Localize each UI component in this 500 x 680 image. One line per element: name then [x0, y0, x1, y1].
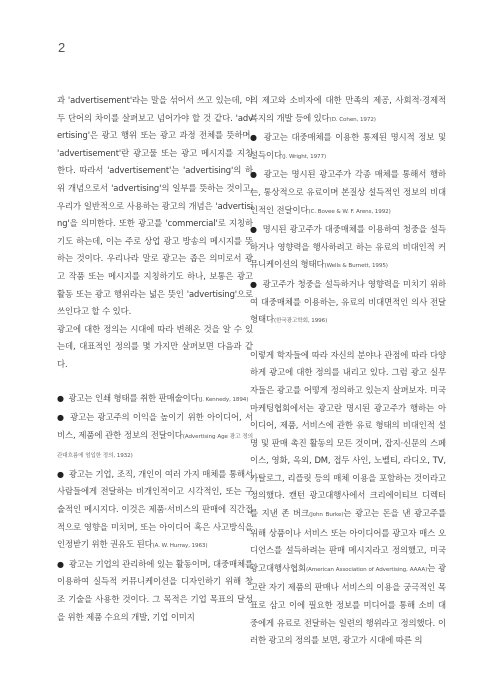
definition-bullet-6: [250, 166, 446, 221]
bullet-dot-icon: ●: [250, 170, 259, 180]
bullet-citation: (한국광고학회, 1996): [273, 318, 328, 325]
bullet-text: 광고는 대중매체를 이용한 통제된 명시적 정보 및 설득이다: [250, 132, 446, 160]
bullet-text: 명시된 광고주가 대중매체를 이용하여 청중을 설득하거나 영향력을 행사하려고 하는 유료의 비대인적 커뮤니케이션의 형태다: [250, 224, 446, 270]
bullet-dot-icon: ●: [57, 469, 65, 479]
intro-paragraph: 과 'advertisement'라는 말을 섞어서 쓰고 있는데, 이 두 단어의 차이를 살펴보고 넘어가야 할 것 같다. 'advertising'은 광고 행위 또는 광고 과정 전체를 뜻하며, 'advertisement'란 광고물 또는 광고 메시지를 지칭한다. 따라서 'advertisement'는 'advertising'의 하위 개념으로서 'advertising'의 일부를 뜻하는 것이고, 우리가 일반적으로 사용하는 광고의 개념은 'advertising'을 의미한다. 또한 광고를 'commercial'로 지칭하기도 하는데, 이는 주로 상업 광고 방송의 메시지를 뜻하는 것이다. 우리나라 말로 광고는 좁은 의미로서 광고 작품 또는 메시지를 지칭하기도 하나, 보통은 광고 활동 또는 광고 행위라는 넓은 뜻인 'advertising'으로 쓰인다고 할 수 있다.: [57, 95, 253, 317]
definition-bullet-4: [57, 556, 253, 626]
closing-text-3: 는 광고란 자기 제품의 판매나 서비스의 이용을 궁극적인 목표로 삼고 이에 필요한 정보를 미디어를 통해 소비 대중에게 유료로 전달하는 일련의 행위라고 정의했다. 이러한 광고의 정의를 보면, 광고가 시대에 따른 의: [250, 562, 447, 646]
bullet-dot-icon: ●: [250, 279, 258, 289]
definition-bullet-2: [57, 409, 253, 466]
bullet-dot-icon: ●: [57, 393, 64, 403]
bullet-text: 광고는 기업, 조직, 개인이 여러 가지 매체를 통해서 사람들에게 전달하는 비개인적이고 시각적인, 또는 구술적인 메시지다. 이것은 제품·서비스의 판매에 직간접적으로 영향을 미치며, 또는 아이디어 혹은 사고방식을 인정받기 위한 권유도 된다: [57, 468, 253, 550]
bullet-text: 광고는 기업의 관리하에 있는 활동이며, 대중매체를 이용하여 실득적 커뮤니케이션을 디자인하기 위해 창조 기술을 사용한 것이다. 그 목적은 기업 목표의 달성을 위한 제품 수요의 개발, 기업 이미지: [57, 558, 253, 622]
bullet-citation: (J. Wright, 1977): [281, 153, 327, 160]
bullet-text: 광고는 광고주의 이익을 높이기 위한 아이디어, 서비스, 제품에 관한 정보의 전달이다: [57, 412, 253, 440]
closing-text-2: 는 광고는 돈을 낸 광고주를 위해 상품이나 서비스 또는 아이디어를 광고자 매스 오디언스를 설득하려는 판매 메시지라고 정의했고, 미국광고대행사협회: [250, 508, 446, 573]
left-column: [57, 92, 253, 626]
definition-bullet-1: [57, 390, 253, 410]
definition-bullet-5: [250, 129, 446, 166]
right-column: [250, 92, 446, 650]
second-paragraph: 광고에 대한 정의는 시대에 따라 변해온 것을 알 수 있는데, 대표적인 정의를 몇 가지만 살펴보면 다음과 같다.: [57, 323, 253, 369]
continuation-citation: (D. Cohen, 1972): [329, 116, 376, 123]
definition-bullet-3: [57, 466, 253, 556]
paragraph-spacer: [250, 331, 446, 347]
bullet-text: 광고는 명시된 광고주가 각종 매체를 통해서 행하는, 통상적으로 유료이며 본질상 설득적인 정보의 비대인적인 전달이다: [250, 169, 446, 215]
continuation-paragraph: [250, 92, 446, 129]
bullet-text: 광고는 인쇄 형태를 취한 판매술이다: [68, 392, 199, 403]
bullet-citation: (Advertising Age 광고 정의 관대흐름에 엄입한 정의, 1932): [57, 433, 253, 460]
definition-bullet-8: [250, 276, 446, 331]
bullet-dot-icon: ●: [57, 559, 65, 569]
bullet-citation: (C. Bovee & W. F. Arens, 1992): [308, 208, 391, 215]
bullet-dot-icon: ●: [57, 413, 65, 423]
bullet-citation: (Wells & Burnett, 1995): [324, 263, 388, 270]
bullet-citation: (J. Kennedy, 1894): [198, 396, 249, 403]
closing-citation-1: (John Burke): [308, 512, 344, 519]
definition-bullet-7: [250, 221, 446, 276]
closing-text-1: 이렇게 학자들에 따라 자신의 분야나 관점에 따라 다양하게 광고에 대한 정의를 내리고 있다. 그럼 광고 실무자들은 광고를 어떻게 정의하고 있는지 살펴보자. 미국마케팅협회에서는 광고란 명시된 광고주가 행하는 아이디어, 제품, 서비스에 관한 유료 형태의 비대인적 설명 및 판매 촉진 활동의 모든 것이며, 잡지·신문의 스페이스, 영화, 옥외, DM, 접두 사인, 노벨티, 라디오, TV, 카탈로그, 리플릿 등의 매체 이용을 포함하는 것이라고 정의했다. 캔턴 광고대행사에서 크리에이티브 디렉터를 지낸 존 버크: [250, 349, 446, 519]
closing-paragraph: [250, 347, 446, 650]
continuation-text: 의 제고와 소비자에 대한 만족의 제공, 사회적·경제적 복지의 개발 등에 있다: [250, 95, 446, 123]
closing-citation-2: (American Association of Advertising, AAAA): [305, 566, 428, 573]
bullet-dot-icon: ●: [250, 225, 258, 235]
paragraph-spacer: [57, 374, 253, 390]
bullet-text: 광고주가 청중을 설득하거나 영향력을 미치기 위하여 대중매체를 이용하는, 유료의 비대면적인 의사 전달 형태다: [250, 278, 446, 325]
page-number: 2: [58, 40, 66, 55]
bullet-dot-icon: ●: [250, 133, 259, 143]
bullet-citation: (A. W. Hurray, 1963): [152, 543, 208, 550]
